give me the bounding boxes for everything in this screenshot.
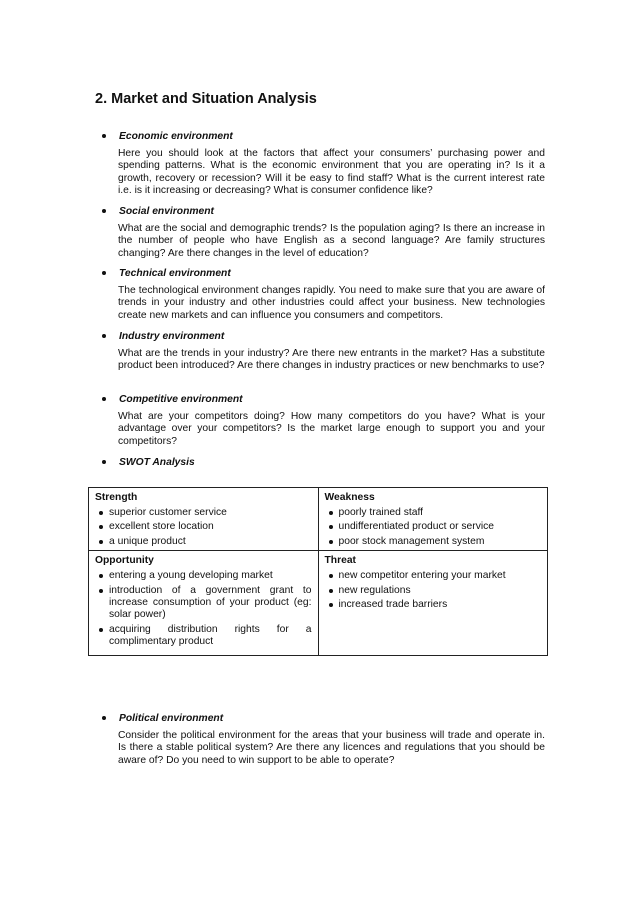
list-item: poor stock management system — [329, 536, 542, 548]
swot-list — [325, 570, 542, 611]
section-competitive-environment — [100, 392, 545, 448]
bullet-icon — [102, 209, 106, 213]
section-body: Consider the political environment for the areas that your business will trade and operate in. Is there a stable political system? Are there any licences and regulations that you should be aware of? Do you need to win support to be able to operate? — [118, 730, 545, 766]
section-title: Economic environment — [119, 130, 233, 142]
swot-cell-title: Threat — [324, 555, 356, 567]
swot-opportunity-cell — [89, 551, 319, 656]
bullet-icon — [102, 460, 106, 464]
list-item: increased trade barriers — [329, 599, 542, 611]
section-title: Social environment — [119, 205, 214, 217]
list-item: a unique product — [99, 536, 312, 548]
swot-cell-title: Opportunity — [95, 555, 154, 567]
section-body: What are the trends in your industry? Are there new entrants in the market? Has a substitute product been introduced? Are there changes in industry practices or new benchmarks to use? — [118, 348, 545, 372]
swot-strength-cell — [89, 488, 319, 551]
bullet-icon — [102, 716, 106, 720]
bullet-icon — [102, 397, 106, 401]
swot-list — [325, 507, 542, 548]
swot-threat-cell — [318, 551, 548, 656]
bullet-icon — [102, 134, 106, 138]
section-body: What are your competitors doing? How many competitors do you have? What is your advantage over your competitors? Is the market large enough to support you and your competitors? — [118, 411, 545, 447]
section-body: Here you should look at the factors that affect your consumers’ purchasing power and spending patterns. What is the economic environment that you are operating in? Is it a growth, recovery or recession? Will it be easy to find staff? What is the current interest rate i.e. is it increasing or decreasing? What is consumer confidence like? — [118, 148, 545, 197]
list-item: new competitor entering your market — [329, 570, 542, 582]
list-item: poorly trained staff — [329, 507, 542, 519]
swot-list — [95, 570, 312, 648]
section-body: What are the social and demographic trends? Is the population aging? Is there an increase in the number of people who have English as a second language? Are family structures changing? Are there changes in the level of education? — [118, 223, 545, 259]
swot-list — [95, 507, 312, 548]
section-swot-analysis — [100, 455, 545, 469]
swot-weakness-cell — [318, 488, 548, 551]
list-item: new regulations — [329, 585, 542, 597]
section-social-environment — [100, 204, 545, 260]
section-title: SWOT Analysis — [119, 456, 195, 468]
list-item: excellent store location — [99, 521, 312, 533]
section-title: Industry environment — [119, 330, 225, 342]
bullet-icon — [102, 334, 106, 338]
section-political-environment — [100, 711, 545, 767]
section-title: Political environment — [119, 712, 224, 724]
section-title: Competitive environment — [119, 393, 243, 405]
bullet-icon — [102, 271, 106, 275]
section-economic-environment — [100, 129, 545, 198]
section-technical-environment — [100, 266, 545, 322]
list-item: acquiring distribution rights for a complimentary product — [99, 624, 312, 649]
swot-cell-title: Weakness — [324, 492, 375, 503]
list-item: entering a young developing market — [99, 570, 312, 582]
page-title: 2. Market and Situation Analysis — [95, 91, 317, 107]
section-body: The technological environment changes rapidly. You need to make sure that you are aware of trends in your industry and other industries could affect your business. New technologies create new markets and can influence you consumers and competitors. — [118, 285, 545, 321]
list-item: undifferentiated product or service — [329, 521, 542, 533]
list-item: introduction of a government grant to increase consumption of your product (eg: solar power) — [99, 585, 312, 622]
swot-table — [88, 487, 548, 656]
list-item: superior customer service — [99, 507, 312, 519]
section-industry-environment — [100, 329, 545, 373]
section-title: Technical environment — [119, 267, 231, 279]
swot-cell-title: Strength — [95, 492, 138, 503]
